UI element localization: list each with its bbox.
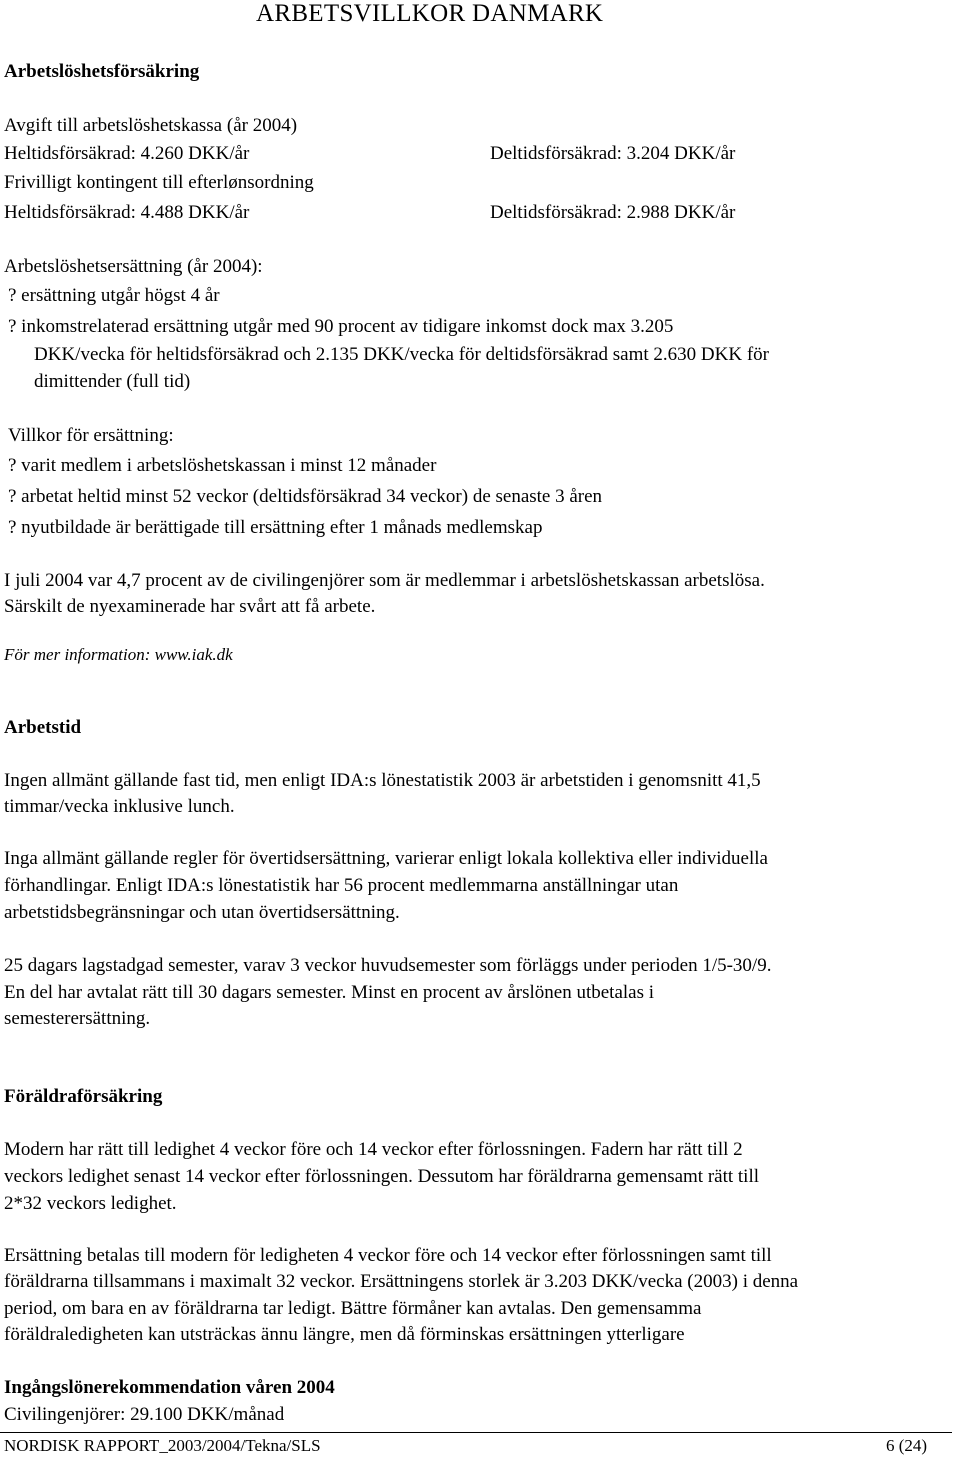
note-line: I juli 2004 var 4,7 procent av de civilingenjörer som är medlemmar i arbetslöshetskassan arbetslösa. [4,570,765,591]
footer-report-name: NORDISK RAPPORT_2003/2004/Tekna/SLS [4,1436,321,1455]
contribution-title: Frivilligt kontingent till efterlønsordning [4,172,314,193]
benefit-title: Arbetslöshetsersättning (år 2004): [4,256,263,277]
paragraph-line: arbetstidsbegränsningar och utan övertidsersättning. [4,902,400,923]
fee-full-time: Heltidsförsäkrad: 4.260 DKK/år [4,143,250,164]
paragraph-line: 2*32 veckors ledighet. [4,1193,177,1214]
paragraph-line: föräldrarna tillsammans i maximalt 32 veckor. Ersättningens storlek är 3.203 DKK/vecka (2003) i denna [4,1271,799,1292]
footer-page-number: 6 (24) [886,1436,928,1455]
fee-title: Avgift till arbetslöshetskassa (år 2004) [4,115,298,136]
conditions-title: Villkor för ersättning: [8,425,174,446]
section-heading-working-hours: Arbetstid [4,717,82,738]
paragraph-line: En del har avtalat rätt till 30 dagars semester. Minst en procent av årslönen utbetalas i [4,982,655,1003]
paragraph-line: timmar/vecka inklusive lunch. [4,796,235,817]
benefit-item: ? inkomstrelaterad ersättning utgår med 90 procent av tidigare inkomst dock max 3.205 [8,316,674,337]
benefit-item-continued: dimittender (full tid) [34,371,191,392]
section-heading-salary: Ingångslönerekommendation våren 2004 [4,1377,335,1398]
condition-item: ? varit medlem i arbetslöshetskassan i minst 12 månader [8,455,437,476]
paragraph-line: semesterersättning. [4,1008,151,1029]
condition-item: ? nyutbildade är berättigade till ersättning efter 1 månads medlemskap [8,517,543,538]
paragraph-line: Modern har rätt till ledighet 4 veckor före och 14 veckor efter förlossningen. Fadern har rätt till 2 [4,1139,743,1160]
contribution-full-time: Heltidsförsäkrad: 4.488 DKK/år [4,202,250,223]
benefit-item-continued: DKK/vecka för heltidsförsäkrad och 2.135 DKK/vecka för deltidsförsäkrad samt 2.630 DKK för [34,344,769,365]
section-heading-unemployment: Arbetslöshetsförsäkring [4,61,200,82]
condition-item: ? arbetat heltid minst 52 veckor (deltidsförsäkrad 34 veckor) de senaste 3 åren [8,486,603,507]
fee-part-time: Deltidsförsäkrad: 3.204 DKK/år [490,143,736,164]
more-info-link[interactable]: För mer information: www.iak.dk [4,645,233,664]
section-heading-parental: Föräldraförsäkring [4,1086,163,1107]
paragraph-line: Ersättning betalas till modern för ledigheten 4 veckor före och 14 veckor efter förlossningen samt till [4,1245,772,1266]
page-header-title: ARBETSVILLKOR DANMARK [256,0,604,27]
footer-divider [0,1432,952,1433]
paragraph-line: Ingen allmänt gällande fast tid, men enligt IDA:s lönestatistik 2003 är arbetstiden i genomsnitt 41,5 [4,770,761,791]
paragraph-line: period, om bara en av föräldrarna tar ledigt. Bättre förmåner kan avtalas. Den gemensamma [4,1298,702,1319]
note-line: Särskilt de nyexaminerade har svårt att få arbete. [4,596,376,617]
salary-line: Civilingenjörer: 29.100 DKK/månad [4,1404,285,1425]
paragraph-line: 25 dagars lagstadgad semester, varav 3 veckor huvudsemester som förläggs under perioden 1/5-30/9. [4,955,772,976]
paragraph-line: Inga allmänt gällande regler för övertidsersättning, varierar enligt lokala kollektiva eller individuella [4,848,768,869]
contribution-part-time: Deltidsförsäkrad: 2.988 DKK/år [490,202,736,223]
paragraph-line: veckors ledighet senast 14 veckor efter förlossningen. Dessutom har föräldrarna gemensamt rätt till [4,1166,760,1187]
benefit-item: ? ersättning utgår högst 4 år [8,285,220,306]
paragraph-line: förhandlingar. Enligt IDA:s lönestatistik har 56 procent medlemmarna anställningar utan [4,875,679,896]
paragraph-line: föräldraledigheten kan utsträckas ännu längre, men då förminskas ersättningen ytterligare [4,1324,685,1345]
